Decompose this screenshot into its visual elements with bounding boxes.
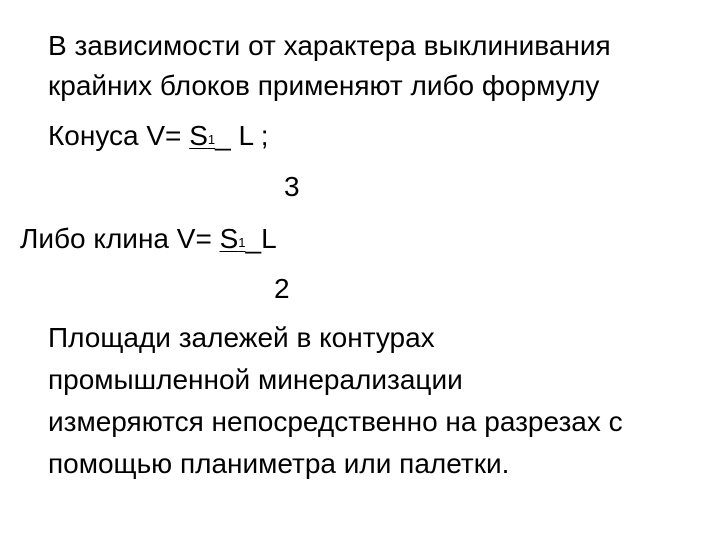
wedge-numerator-tail: _L	[245, 223, 277, 254]
paragraph1-line1: В зависимости от характера выклинивания	[48, 30, 611, 61]
wedge-numerator	[220, 223, 246, 254]
cone-numerator-subscript: 1	[207, 132, 216, 147]
wedge-numerator-subscript: 1	[238, 235, 246, 250]
cone-numerator-s: S	[189, 120, 208, 151]
paragraph2-line4: помощью планиметра или палетки.	[48, 448, 510, 479]
wedge-formula	[20, 223, 277, 260]
paragraph1-line2: крайних блоков применяют либо формулу	[48, 70, 600, 101]
paragraph2-line3: измеряются непосредственно на разрезах с	[48, 406, 623, 437]
cone-label: Конуса V=	[48, 120, 190, 151]
cone-numerator	[189, 120, 215, 151]
wedge-denominator: 2	[274, 273, 290, 304]
cone-numerator-tail: _ L ;	[215, 120, 269, 151]
paragraph2-line1: Площади залежей в контурах	[48, 322, 435, 353]
cone-formula	[48, 120, 269, 157]
wedge-label: Либо клина V=	[20, 223, 220, 254]
cone-denominator: 3	[284, 171, 300, 202]
paragraph2-line2: промышленной минерализации	[48, 364, 463, 395]
wedge-numerator-s: S	[219, 223, 239, 254]
